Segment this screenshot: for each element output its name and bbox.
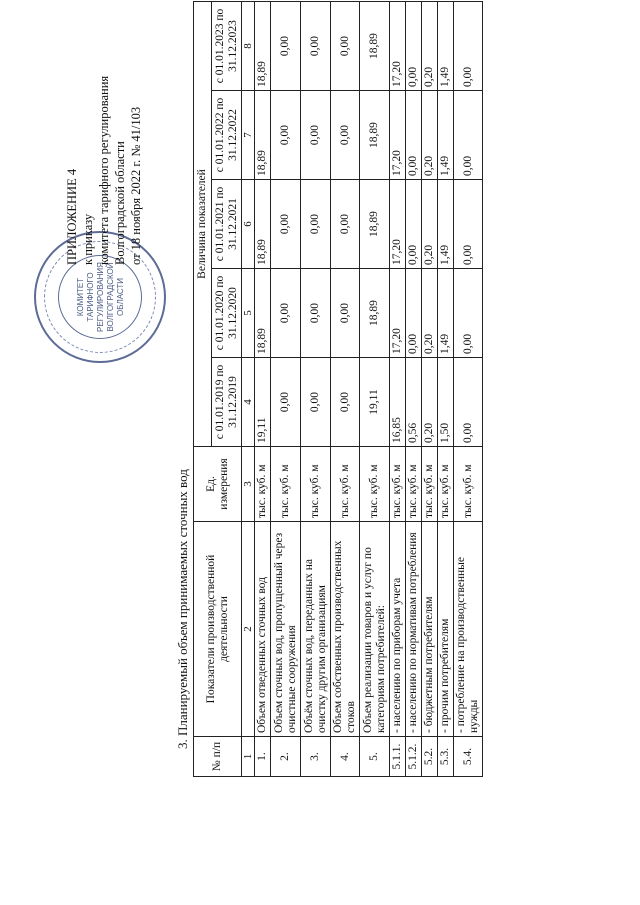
row-value: 16,85 xyxy=(390,358,406,447)
seal-line: ОБЛАСТИ xyxy=(116,277,125,317)
row-value: 18,89 xyxy=(255,269,271,358)
appendix-order-ref: к приказу xyxy=(81,213,95,265)
row-value: 0,00 xyxy=(271,180,301,269)
table-row xyxy=(438,2,454,777)
row-value: 18,89 xyxy=(255,91,271,180)
row-value: 0,00 xyxy=(271,91,301,180)
row-indicator: - прочим потребителям xyxy=(438,522,454,737)
row-value: 1,49 xyxy=(438,91,454,180)
row-value: 0,00 xyxy=(331,358,360,447)
row-indicator: Объем реализации товаров и услуг по категориям потребителей: xyxy=(360,522,390,737)
row-num: 5.4. xyxy=(454,737,483,777)
row-value: 18,89 xyxy=(360,91,390,180)
seal-line: РЕГУЛИРОВАНИЯ xyxy=(96,262,105,332)
row-value: 1,49 xyxy=(438,2,454,91)
row-unit: тыс. куб. м xyxy=(438,447,454,522)
row-value: 19,11 xyxy=(255,358,271,447)
row-unit: тыс. куб. м xyxy=(422,447,438,522)
seal-line: ТАРИФНОГО xyxy=(86,272,95,322)
row-value: 18,89 xyxy=(360,2,390,91)
row-num: 5.3. xyxy=(438,737,454,777)
row-indicator: - населению по нормативам потребления xyxy=(406,522,422,737)
row-value: 0,00 xyxy=(301,180,331,269)
row-value: 17,20 xyxy=(390,180,406,269)
row-value: 0,00 xyxy=(454,180,483,269)
row-value: 0,00 xyxy=(406,269,422,358)
appendix-header xyxy=(64,76,144,265)
header-period: с 01.01.2022 по 31.12.2022 xyxy=(212,91,242,180)
column-number: 5 xyxy=(242,269,255,358)
row-num: 3. xyxy=(301,737,331,777)
table-row xyxy=(331,2,360,777)
row-value: 0,00 xyxy=(406,180,422,269)
appendix-title: ПРИЛОЖЕНИЕ 4 xyxy=(65,168,79,265)
row-value: 0,56 xyxy=(406,358,422,447)
header-indicator: Показатели производственной деятельности xyxy=(194,522,242,737)
row-value: 19,11 xyxy=(360,358,390,447)
row-value: 0,00 xyxy=(331,269,360,358)
row-value: 0,20 xyxy=(422,358,438,447)
table-row xyxy=(301,2,331,777)
row-value: 0,00 xyxy=(406,2,422,91)
row-value: 0,00 xyxy=(301,91,331,180)
column-number: 2 xyxy=(242,522,255,737)
row-value: 0,20 xyxy=(422,2,438,91)
row-num: 5.1.1. xyxy=(390,737,406,777)
column-number: 4 xyxy=(242,358,255,447)
row-indicator: - потребление на производственные нужды xyxy=(454,522,483,737)
row-value: 0,00 xyxy=(454,91,483,180)
row-value: 0,20 xyxy=(422,180,438,269)
seal-line: ВОЛГОГРАДСКОЙ xyxy=(106,262,115,332)
row-value: 18,89 xyxy=(255,180,271,269)
row-indicator: Объем собственных производственных стоков xyxy=(331,522,360,737)
row-unit: тыс. куб. м xyxy=(390,447,406,522)
column-number: 6 xyxy=(242,180,255,269)
row-value: 0,00 xyxy=(271,2,301,91)
row-value: 1,49 xyxy=(438,180,454,269)
row-value: 0,00 xyxy=(331,2,360,91)
row-value: 0,00 xyxy=(271,269,301,358)
header-period: с 01.01.2023 по 31.12.2023 xyxy=(212,2,242,91)
row-value: 0,00 xyxy=(454,269,483,358)
row-unit: тыс. куб. м xyxy=(271,447,301,522)
row-value: 0,00 xyxy=(271,358,301,447)
row-num: 4. xyxy=(331,737,360,777)
row-indicator: - бюджетным потребителям xyxy=(422,522,438,737)
row-value: 0,00 xyxy=(331,91,360,180)
row-unit: тыс. куб. м xyxy=(301,447,331,522)
section-title: 3. Планируемый объем принимаемых сточных вод xyxy=(175,469,190,749)
row-value: 1,50 xyxy=(438,358,454,447)
row-value: 0,00 xyxy=(301,269,331,358)
appendix-committee: комитета тарифного регулирования xyxy=(97,75,111,265)
row-value: 18,89 xyxy=(255,2,271,91)
row-value: 18,89 xyxy=(360,180,390,269)
row-value: 17,20 xyxy=(390,2,406,91)
table-row xyxy=(454,2,483,777)
row-indicator: Объем сточных вод, пропущенный через очистные сооружения xyxy=(271,522,301,737)
row-num: 2. xyxy=(271,737,301,777)
row-indicator: Объем отведенных сточных вод xyxy=(255,522,271,737)
row-value: 0,00 xyxy=(454,358,483,447)
row-value: 0,00 xyxy=(301,2,331,91)
appendix-region: Волгоградской области xyxy=(113,141,127,265)
row-unit: тыс. куб. м xyxy=(360,447,390,522)
table-row xyxy=(255,2,271,777)
header-num: № п/п xyxy=(194,737,242,777)
row-value: 0,00 xyxy=(301,358,331,447)
header-period: с 01.01.2019 по 31.12.2019 xyxy=(212,358,242,447)
row-value: 1,49 xyxy=(438,269,454,358)
row-value: 0,20 xyxy=(422,269,438,358)
row-value: 0,20 xyxy=(422,91,438,180)
row-value: 17,20 xyxy=(390,269,406,358)
table-row xyxy=(360,2,390,777)
table-row xyxy=(406,2,422,777)
row-unit: тыс. куб. м xyxy=(406,447,422,522)
header-values-group: Величина показателей xyxy=(194,2,212,447)
row-value: 0,00 xyxy=(454,2,483,91)
row-unit: тыс. куб. м xyxy=(331,447,360,522)
table-row xyxy=(422,2,438,777)
wastewater-volume-table xyxy=(193,1,483,777)
appendix-date-number: от 18 ноября 2022 г. № 41/103 xyxy=(129,106,143,265)
row-num: 1. xyxy=(255,737,271,777)
column-number: 7 xyxy=(242,91,255,180)
table-row xyxy=(390,2,406,777)
row-value: 17,20 xyxy=(390,91,406,180)
row-num: 5.1.2. xyxy=(406,737,422,777)
header-period: с 01.01.2020 по 31.12.2020 xyxy=(212,269,242,358)
seal-line: КОМИТЕТ xyxy=(76,277,85,317)
row-indicator: Объём сточных вод, переданных на очистку другим организациям xyxy=(301,522,331,737)
row-unit: тыс. куб. м xyxy=(454,447,483,522)
row-num: 5.2. xyxy=(422,737,438,777)
header-period: с 01.01.2021 по 31.12.2021 xyxy=(212,180,242,269)
row-num: 5. xyxy=(360,737,390,777)
column-number: 3 xyxy=(242,447,255,522)
header-unit: Ед. измерения xyxy=(194,447,242,522)
table-row xyxy=(271,2,301,777)
row-indicator: - населению по приборам учета xyxy=(390,522,406,737)
column-number: 1 xyxy=(242,737,255,777)
row-value: 18,89 xyxy=(360,269,390,358)
row-value: 0,00 xyxy=(406,91,422,180)
row-value: 0,00 xyxy=(331,180,360,269)
column-number: 8 xyxy=(242,2,255,91)
row-unit: тыс. куб. м xyxy=(255,447,271,522)
